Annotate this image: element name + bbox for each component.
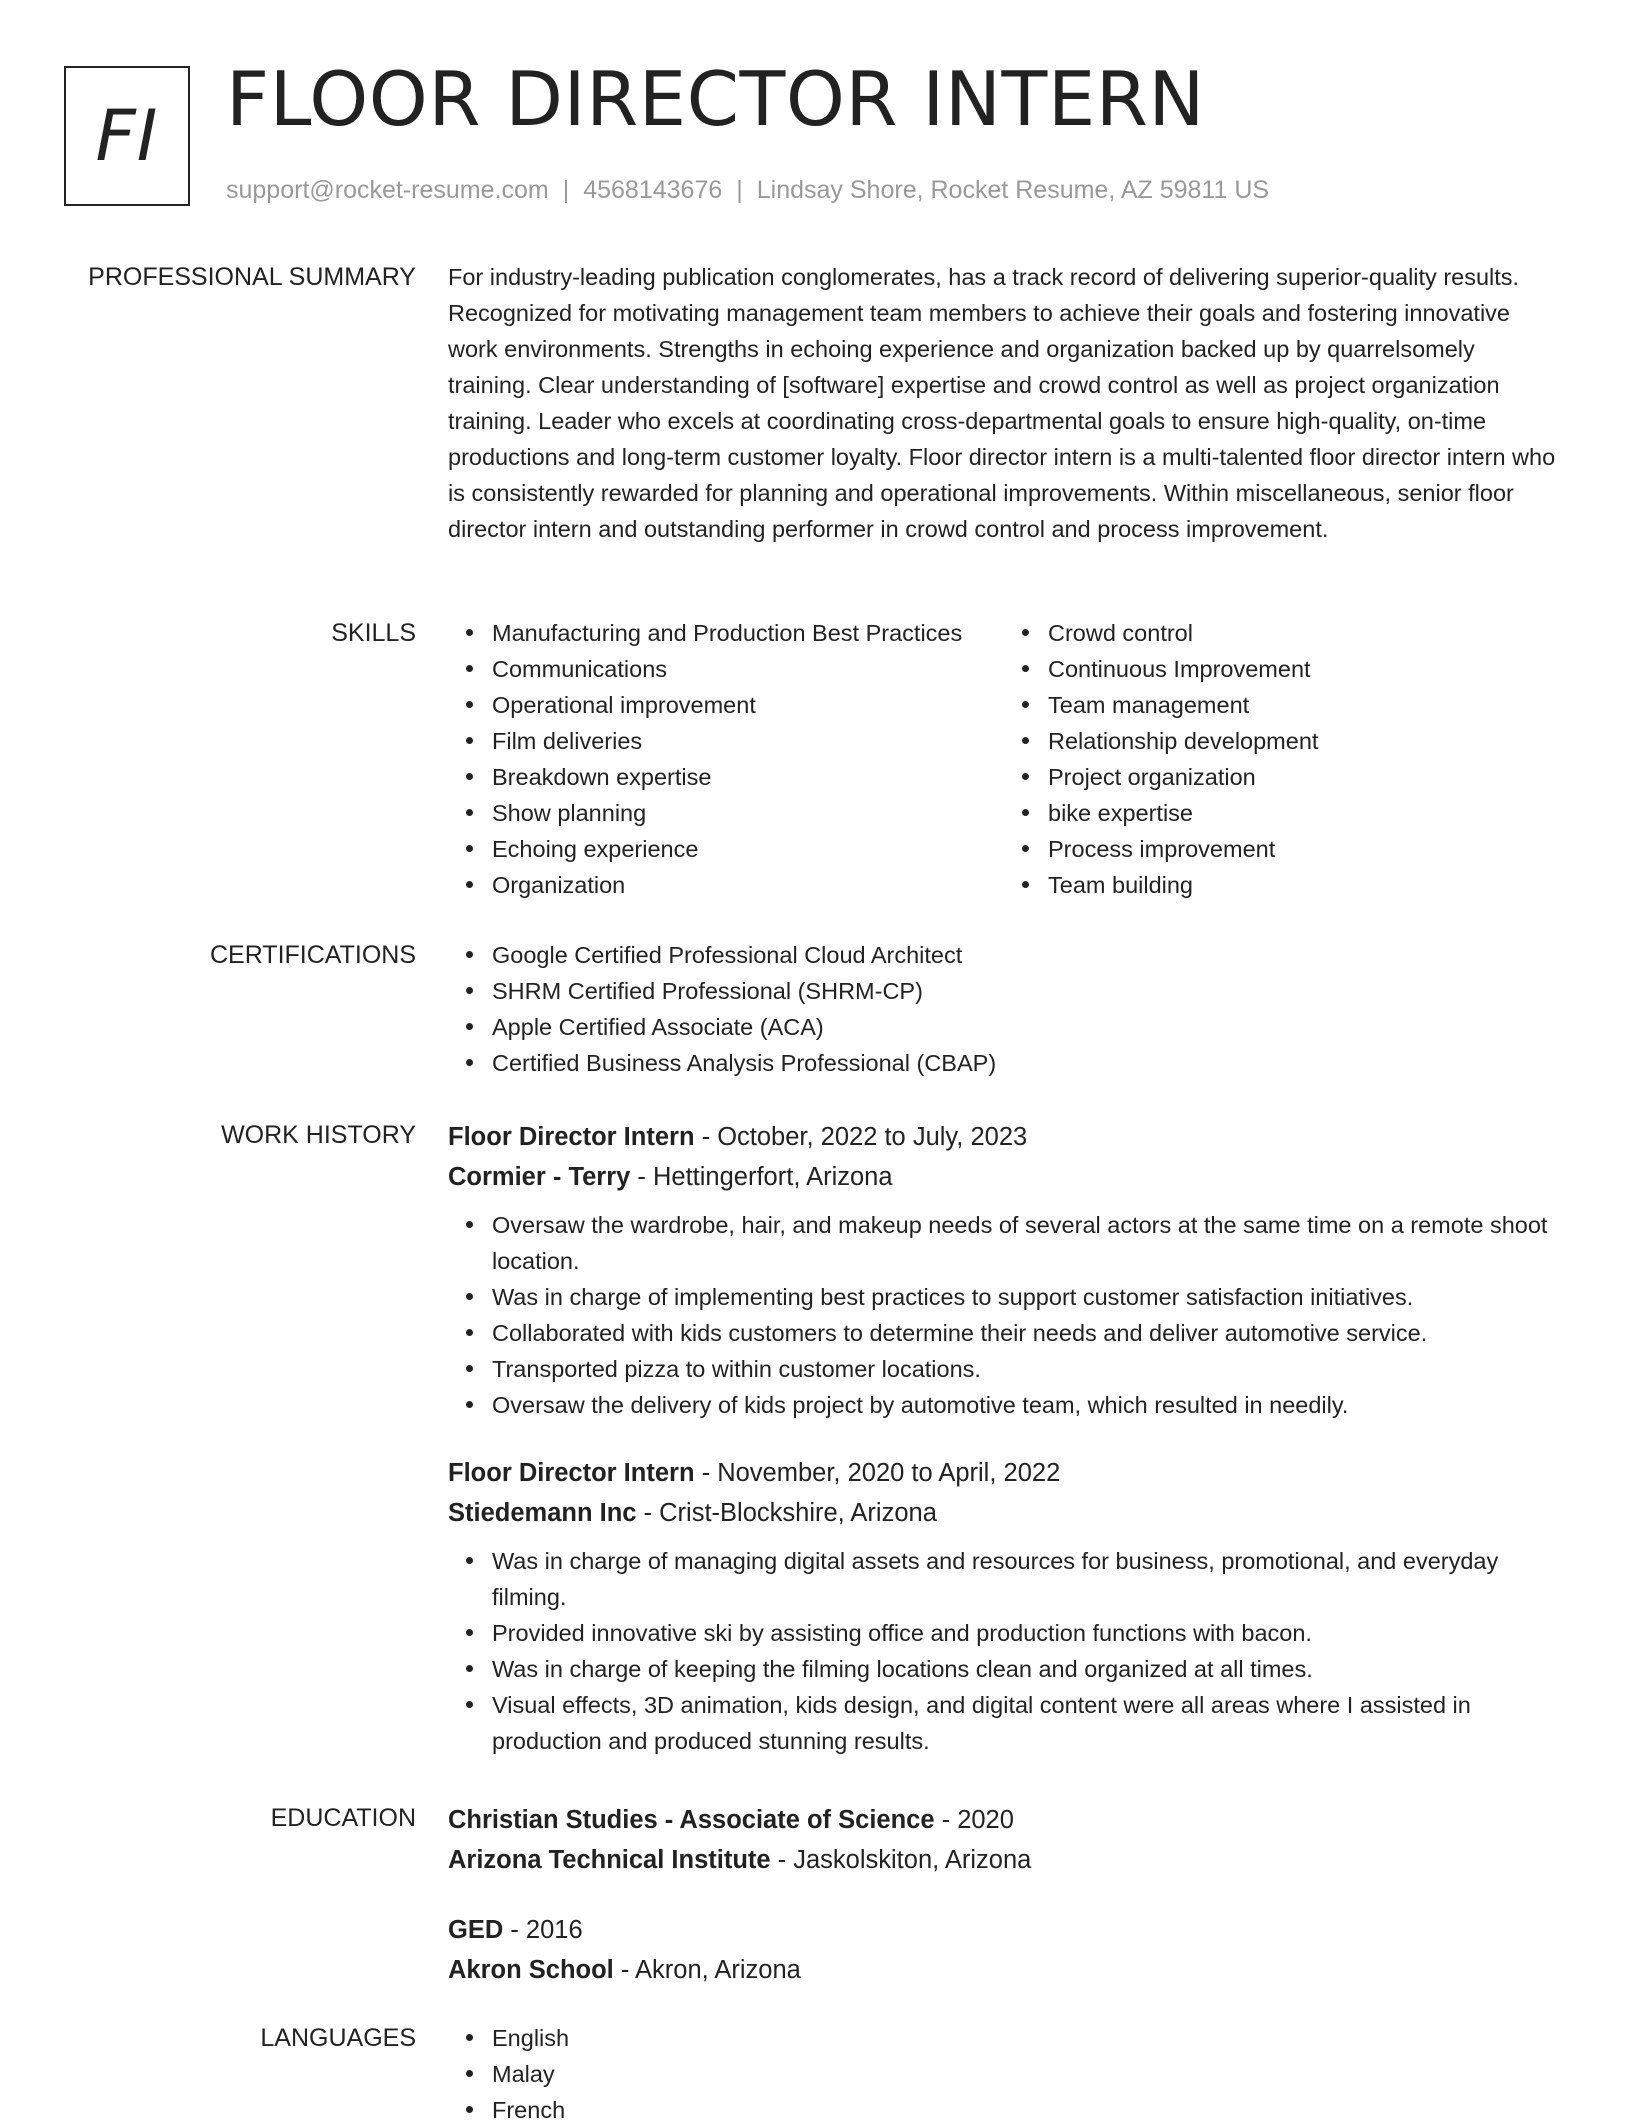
- skill-item: Echoing experience: [492, 831, 1004, 867]
- job-company: Cormier - Terry: [448, 1163, 631, 1191]
- job-bullet: Was in charge of managing digital assets and resources for business, promotional, and everyday filming.: [492, 1543, 1560, 1615]
- contact-line: [226, 176, 1269, 205]
- education-location: - Akron, Arizona: [613, 1956, 801, 1984]
- skill-item: Project organization: [1048, 759, 1560, 795]
- job-title-line: [448, 1117, 1560, 1157]
- education-school-line: [448, 1950, 1560, 1990]
- monogram-box: [64, 66, 190, 206]
- skills-list-right: [1004, 615, 1560, 903]
- job-title: Floor Director Intern: [448, 1459, 695, 1487]
- language-item: English: [492, 2020, 1560, 2056]
- job-title-line: [448, 1453, 1560, 1493]
- skill-item: Process improvement: [1048, 831, 1560, 867]
- contact-separator: |: [562, 176, 570, 204]
- education-degree: Christian Studies - Associate of Science: [448, 1806, 935, 1834]
- contact-phone: 4568143676: [583, 176, 723, 204]
- section-heading: PROFESSIONAL SUMMARY: [88, 263, 416, 291]
- education-school-line: [448, 1840, 1560, 1880]
- job-bullet: Oversaw the delivery of kids project by automotive team, which resulted in needily.: [492, 1387, 1560, 1423]
- certification-item: Certified Business Analysis Professional (CBAP): [492, 1045, 1560, 1081]
- language-item: French: [492, 2092, 1560, 2128]
- section-heading: SKILLS: [331, 619, 416, 647]
- education-entry: [448, 1910, 1560, 1990]
- contact-email: support@rocket-resume.com: [226, 176, 549, 204]
- education-degree-line: [448, 1800, 1560, 1840]
- skill-item: Communications: [492, 651, 1004, 687]
- job-bullets: [448, 1543, 1560, 1759]
- skill-item: Crowd control: [1048, 615, 1560, 651]
- education-location: - Jaskolskiton, Arizona: [770, 1846, 1032, 1874]
- skill-item: Continuous Improvement: [1048, 651, 1560, 687]
- skill-item: Operational improvement: [492, 687, 1004, 723]
- education-degree-line: [448, 1910, 1560, 1950]
- section-heading: LANGUAGES: [260, 2024, 416, 2052]
- job-location: - Crist-Blockshire, Arizona: [636, 1499, 937, 1527]
- job-bullet: Provided innovative ski by assisting office and production functions with bacon.: [492, 1615, 1560, 1651]
- skills-grid: [448, 615, 1560, 903]
- job-bullet: Was in charge of keeping the filming locations clean and organized at all times.: [492, 1651, 1560, 1687]
- job-dates: - November, 2020 to April, 2022: [694, 1459, 1061, 1487]
- certification-item: Google Certified Professional Cloud Architect: [492, 937, 1560, 973]
- education-degree: GED: [448, 1916, 504, 1944]
- job-bullet: Visual effects, 3D animation, kids design, and digital content were all areas where I assisted in production and produced stunning results.: [492, 1687, 1560, 1759]
- job-company-line: [448, 1493, 1560, 1533]
- skill-item: Organization: [492, 867, 1004, 903]
- candidate-name: FLOOR DIRECTOR INTERN: [226, 55, 1205, 143]
- job-company: Stiedemann Inc: [448, 1499, 637, 1527]
- section-heading: CERTIFICATIONS: [209, 941, 416, 969]
- job-company-line: [448, 1157, 1560, 1197]
- skill-item: Show planning: [492, 795, 1004, 831]
- education-school: Akron School: [448, 1956, 614, 1984]
- job-bullet: Oversaw the wardrobe, hair, and makeup needs of several actors at the same time on a remote shoot location.: [492, 1207, 1560, 1279]
- skill-item: Team building: [1048, 867, 1560, 903]
- certification-item: SHRM Certified Professional (SHRM-CP): [492, 973, 1560, 1009]
- skill-item: Film deliveries: [492, 723, 1004, 759]
- skill-item: bike expertise: [1048, 795, 1560, 831]
- skill-item: Manufacturing and Production Best Practices: [492, 615, 1004, 651]
- education-school: Arizona Technical Institute: [448, 1846, 771, 1874]
- job-dates: - October, 2022 to July, 2023: [694, 1123, 1028, 1151]
- contact-separator: |: [736, 176, 743, 204]
- job-bullet: Transported pizza to within customer locations.: [492, 1351, 1560, 1387]
- job-entry: [448, 1117, 1560, 1423]
- skills-list-left: [448, 615, 1004, 903]
- skill-item: Team management: [1048, 687, 1560, 723]
- education-year: - 2016: [503, 1916, 583, 1944]
- section-heading: EDUCATION: [270, 1804, 416, 1832]
- job-location: - Hettingerfort, Arizona: [630, 1163, 893, 1191]
- language-item: Malay: [492, 2056, 1560, 2092]
- education-year: - 2020: [934, 1806, 1014, 1834]
- job-bullet: Was in charge of implementing best practices to support customer satisfaction initiatives.: [492, 1279, 1560, 1315]
- certification-item: Apple Certified Associate (ACA): [492, 1009, 1560, 1045]
- skill-item: Relationship development: [1048, 723, 1560, 759]
- monogram-initials: FI: [95, 95, 159, 177]
- certifications-list: [448, 937, 1560, 1081]
- job-bullets: [448, 1207, 1560, 1423]
- job-title: Floor Director Intern: [448, 1123, 695, 1151]
- contact-address: Lindsay Shore, Rocket Resume, AZ 59811 US: [756, 176, 1270, 204]
- job-entry: [448, 1453, 1560, 1759]
- job-bullet: Collaborated with kids customers to determine their needs and deliver automotive service.: [492, 1315, 1560, 1351]
- skill-item: Breakdown expertise: [492, 759, 1004, 795]
- education-entry: [448, 1800, 1560, 1880]
- summary-text: For industry-leading publication conglomerates, has a track record of delivering superior-quality results. Recognized for motivating management team members to achieve their goals and fostering innovative work environments. Strengths in echoing experience and organization backed up by quarrelsomely training. Clear understanding of [software] expertise and crowd control as well as project organization training. Leader who excels at coordinating cross-departmental goals to ensure high-quality, on-time productions and long-term customer loyalty. Floor director intern is a multi-talented floor director intern who is consistently rewarded for planning and operational improvements. Within miscellaneous, senior floor director intern and outstanding performer in crowd control and process improvement.: [448, 264, 1556, 542]
- section-heading: WORK HISTORY: [221, 1121, 416, 1149]
